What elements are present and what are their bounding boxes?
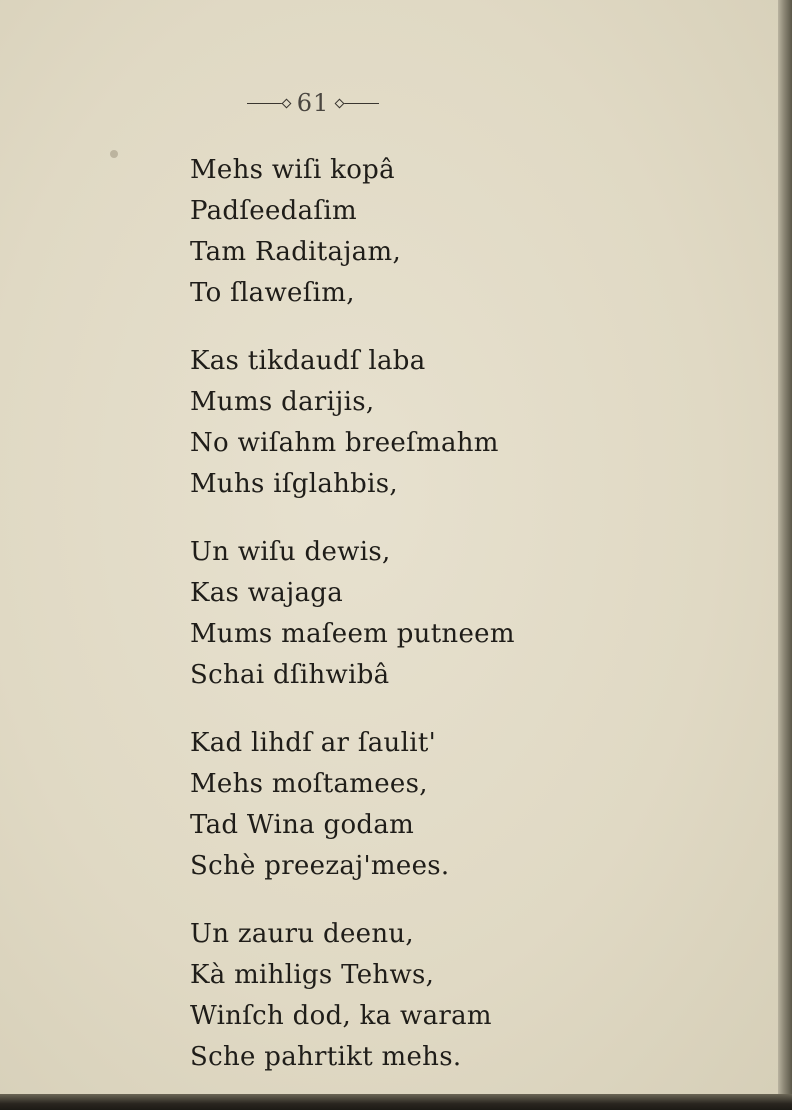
book-bottom-edge	[0, 1094, 792, 1110]
stanza-2	[190, 341, 650, 505]
poem	[190, 150, 650, 1094]
poem-line: Tad Wina godam	[190, 810, 415, 840]
poem-line: Kà mihligs Tehws,	[190, 960, 435, 990]
book-spine-edge	[778, 0, 792, 1110]
poem-line: Mehs wiſi kopâ	[190, 155, 395, 185]
poem-line: Schai dſihwibâ	[190, 660, 390, 690]
poem-line: Mums maſeem putneem	[190, 619, 515, 649]
poem-line: Mums darijis,	[190, 387, 375, 417]
header-ornament-left	[247, 103, 287, 104]
poem-line: Muhs iſglahbis,	[190, 469, 398, 499]
poem-line: Tam Raditajam,	[190, 237, 402, 267]
stanza-1	[190, 150, 650, 314]
page-header	[228, 88, 398, 118]
stanza-4	[190, 723, 650, 887]
header-ornament-right	[339, 103, 379, 104]
stanza-5	[190, 914, 650, 1078]
poem-line: Sche pahrtikt mehs.	[190, 1042, 462, 1072]
poem-line: Un zauru deenu,	[190, 919, 414, 949]
poem-line: Mehs moſtamees,	[190, 769, 428, 799]
stanza-3	[190, 532, 650, 696]
poem-line: Kas tikdaudſ laba	[190, 346, 426, 376]
poem-line: Kas wajaga	[190, 578, 343, 608]
poem-line: Winſch dod, ka waram	[190, 1001, 492, 1031]
poem-line: Padſeedaſim	[190, 196, 357, 226]
poem-line: To ſlaweſim,	[190, 278, 355, 308]
poem-line: No wiſahm breeſmahm	[190, 428, 499, 458]
poem-line: Schè preezaj'mees.	[190, 851, 450, 881]
ink-smudge	[110, 150, 118, 158]
poem-line: Un wiſu dewis,	[190, 537, 391, 567]
page-number: 61	[296, 89, 330, 117]
poem-line: Kad lihdſ ar ſaulit'	[190, 728, 437, 758]
